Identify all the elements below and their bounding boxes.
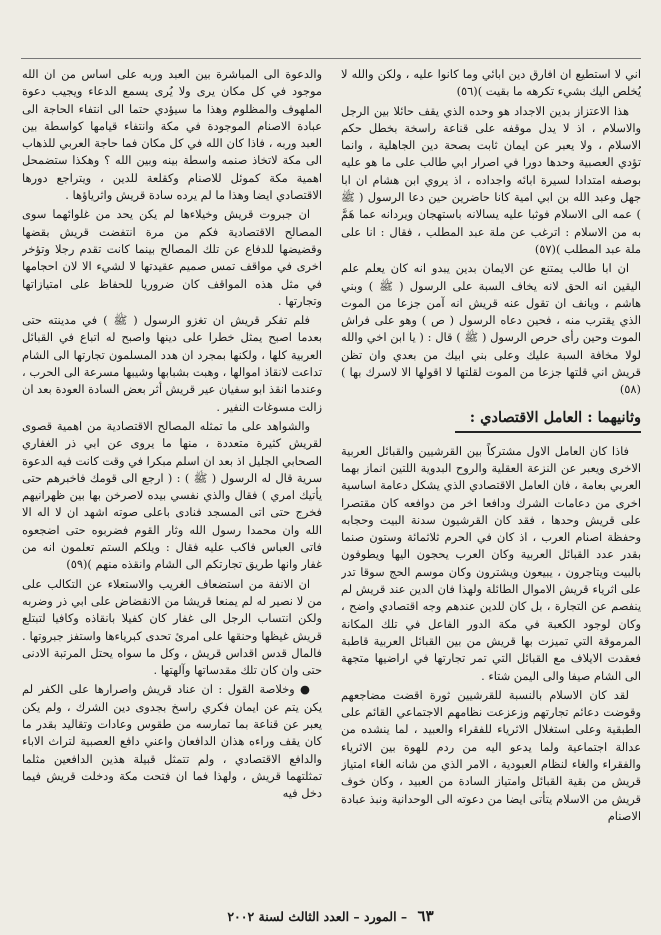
paragraph: اني لا استطيع ان افارق دين ابائي وما كانوا عليه ، ولكن والله لا يُخلص اليك بشيء تكرهه ما بقيت )(٥٦) xyxy=(341,67,641,99)
section-heading: وثانيهما : العامل الاقتصادي : xyxy=(455,407,641,433)
top-rule xyxy=(21,58,641,59)
page-footer xyxy=(0,907,661,925)
paragraph: لقد كان الاسلام بالنسبة للقرشيين ثورة اقضت مضاجعهم وقوضت دعائم تجارتهم وزعزعت نظامهم الاجتماعي القائم على الطبقية وعلى استغلال الاثرياء للفقراء والعبيد ، لما ينشده من عدالة اجتماعية ولما يدعو اليه من ردم للهوة بين الاثرياء والفقراء والغاء لنظام العبودية ، الامر الذي من شانه الغاء امتياز قريش من بقية القبائل وامتياز السادة من العبيد ، وكان خوف قريش من الاسلام يتأتى ايضا من دعوته الى الوحدانية ونبذ عبادة الاصنام xyxy=(341,687,641,823)
paragraph: هذا الاعتزاز بدين الاجداد هو وحده الذي يقف حائلا بين الرجل والاسلام ، اذ لا يدل موقفه على قناعة راسخة بخطل حكم الاسلام ، ولا يعبر عن ايمان ثابت بصحة دين الجاهلية ، وانما تؤدي العصبية وحدها دورا في اصرار ابي طالب على ما هو عليه بوصفه امتدادا لسيرة ابائه واجداده ، اذ يروي ابن هشام ان ابا جهل وعبد الله بن ابي امية كانا حاضرين حين دعا الرسول ( ﷺ ) عمه الى الاسلام فوثبا عليه يسالانه باستهجان ويردانه عما هَمَّ به من الاسلام : اترغب عن ملة عبد المطلب ، فقال : انا على ملة عبد المطلب )(٥٧) xyxy=(341,103,641,256)
left-column xyxy=(22,66,322,888)
right-column xyxy=(341,66,641,888)
paragraph: والشواهد على ما تمثله المصالح الاقتصادية من اهمية قصوى لقريش كثيرة متعددة ، منها ما يروى عن ابي ذر الغفاري الصحابي الجليل اذ بعد ان اسلم مبكرا في وقت كانت فيه الدعوة سرية قال له الرسول ( ﷺ ) : ( ارجع الى قومك فاخبرهم حتى يأتيك امري ) فقال والذي نفسي بيده لاصرخن بها بين ظهرانيهم فخرج حتى اتى المسجد فنادى باعلى صوته اشهد ان لا اله الا الله وان محمدا رسول الله وثار القوم فضربوه حتى اضجعوه فاتى العباس فاكب عليه فقال : ويلكم الستم تعلمون انه من غفار وانها طريق تجارتكم الى الشام وانقذه منهم )(٥٩) xyxy=(22,418,322,572)
paragraph: ان ابا طالب يمتنع عن الايمان بدين يبدو انه كان يعلم علم اليقين انه الحق لانه يخاف السبة على الرسول ( ﷺ ) وبني هاشم ، ويانف ان تقول عنه قريش انه آمن جزعا من الموت الذي يقترب منه ، فحين دعاه الرسول ( ص ) وهو على فراش الموت وحين رأى حرص الرسول ( ﷺ ) قال : ( يا ابن اخي والله لولا مخافة السبة عليك وعلى بني ابيك من بعدي وان تظن قريش اني قلتها جزعا من الموت لقلتها لا اقولها الا لاسرك بها )(٥٨) xyxy=(341,261,641,397)
journal-issue: – المورد – العدد الثالث لسنة ٢٠٠٢ xyxy=(227,909,408,924)
paragraph: ان الانفة من استضعاف الغريب والاستعلاء عن التكالب على من لا نصير له لم يمنعا قريشا من الانقضاض على ابي ذر وضربه ولكن انتساب الرجل الى غفار كان كفيلا بانقاذه وكافيا لتبتلع قريش غيظها وحنقها على امرئ تحدى كبرياءها واستفز جبروتها . فالمال قدس اقداس قريش ، وكل ما سواه يحتل المرتبة الادنى حتى وان كان تلك مقدساتها وآلهتها . xyxy=(22,576,322,678)
paragraph: فلم تفكر قريش ان تغزو الرسول ( ﷺ ) في مدينته حتى بعدما اصبح يمثل خطرا على دينها واصبح له اتباع في القبائل العربية كلها ، ولكنها بمجرد ان هدد المسلمون تجارتها الى الشام تداعت لانقاذ اموالها ، وهبت بشبابها وشيبها مسرعة الى الحرب ، وعندما انقذ ابو سفيان عير قريش أثر بعض السادة العودة بعد ان زالت مسوغات النفير . xyxy=(22,313,322,414)
paragraph: فاذا كان العامل الاول مشتركاً بين القرشيين والقبائل العربية الاخرى ويعبر عن النزعة العقلية والروح البدوية اللتين انماز بهما العربي بعامة ، فان العامل الاقتصادي الذي يشكل دعامة اساسية اخرى من دعامات الشرك ودافعا اخر من دوافعه كان مقتصرا على قريش وحدها ، فقد كان القرشيون سدنة البيت وحجابه وحفظة اصنام العرب ، اذ كان في الحرم ثلاثمائة وستون صنما بقدر عدد القبائل العربية وكان العرب يحجون اليها ويطوفون بالبيت ويتاجرون ، يبيعون ويشترون وكان موسم الحج سوقا تدر على اثرياء قريش الاموال الطائلة ولهذا فان الدين عند قريش لم ينفصم عن التجارة ، بل كان للدين عندهم وجه اقتصادي واضح ، وكان لوجود الكعبة في مكة الدور الفاعل في تلك المكانة المرموقة التي تميزت بها قريش من بين القبائل العربية قاطبة فعقدت الايلاف مع القبائل التي تمر تجارتها في اراضيها متجهة الى الشام صيفا والى اليمن شتاء . xyxy=(341,443,641,683)
paragraph: والدعوة الى المباشرة بين العبد وربه على اساس من ان الله موجود في كل مكان يرى ولا يُرى يسمع الدعاء ويجيب دعوة الملهوف والمظلوم وهذا ما سيؤدي حتما الى انتفاء الحاجة الى عبادة الاصنام الموجودة في مكة وانتفاء قيامها كواسطة بين العبد وربه ، فاذا كان الله في كل مكان فما حاجة العربي للذهاب الى مكة لاتخاذ صنمه واسطة بينه وبين الله ؟ وهكذا ستضمحل اهمية مكة كموئل للاصنام وكقلعة للدين ، ويتراجع دورها الاقتصادي ايضا وهذا ما لم يرده سادة قريش واثرياؤها . xyxy=(22,67,322,203)
paragraph: ان جبروت قريش وخيلاءها لم يكن يحد من غلوائهما سوى المصالح الاقتصادية فكم من مرة انتفضت قريش بقضها وقضيضها للدفاع عن تلك المصالح بينما كانت تقدم رجلا وتؤخر اخرى في مواقف تمس صميم عقيدتها لا لشيء الا لان احجامها في مثل هذه المواقف كان ضروريا للحفاظ على امتيازاتها وتجارتها . xyxy=(22,207,322,308)
page-number: ٦٣ xyxy=(417,907,434,925)
paragraph: ● وخلاصة القول : ان عناد قريش واصرارها على الكفر لم يكن يتم عن ايمان فكري راسخ بجدوى دين الشرك ، ولم يكن يعبر عن قناعة بما تمارسه من طقوس وعادات وتقاليد بقدر ما كان يقف وراءه هذان الدافعان واعني دافع العصبية لتراث الاباء والدافع الاقتصادي ، ولم تتمثل قبيلة هذين الدافعين مثلما تمثلتهما قريش ، ولهذا فما ان فتحت مكة ودخلت قريش فيما دخل فيه xyxy=(22,682,322,801)
